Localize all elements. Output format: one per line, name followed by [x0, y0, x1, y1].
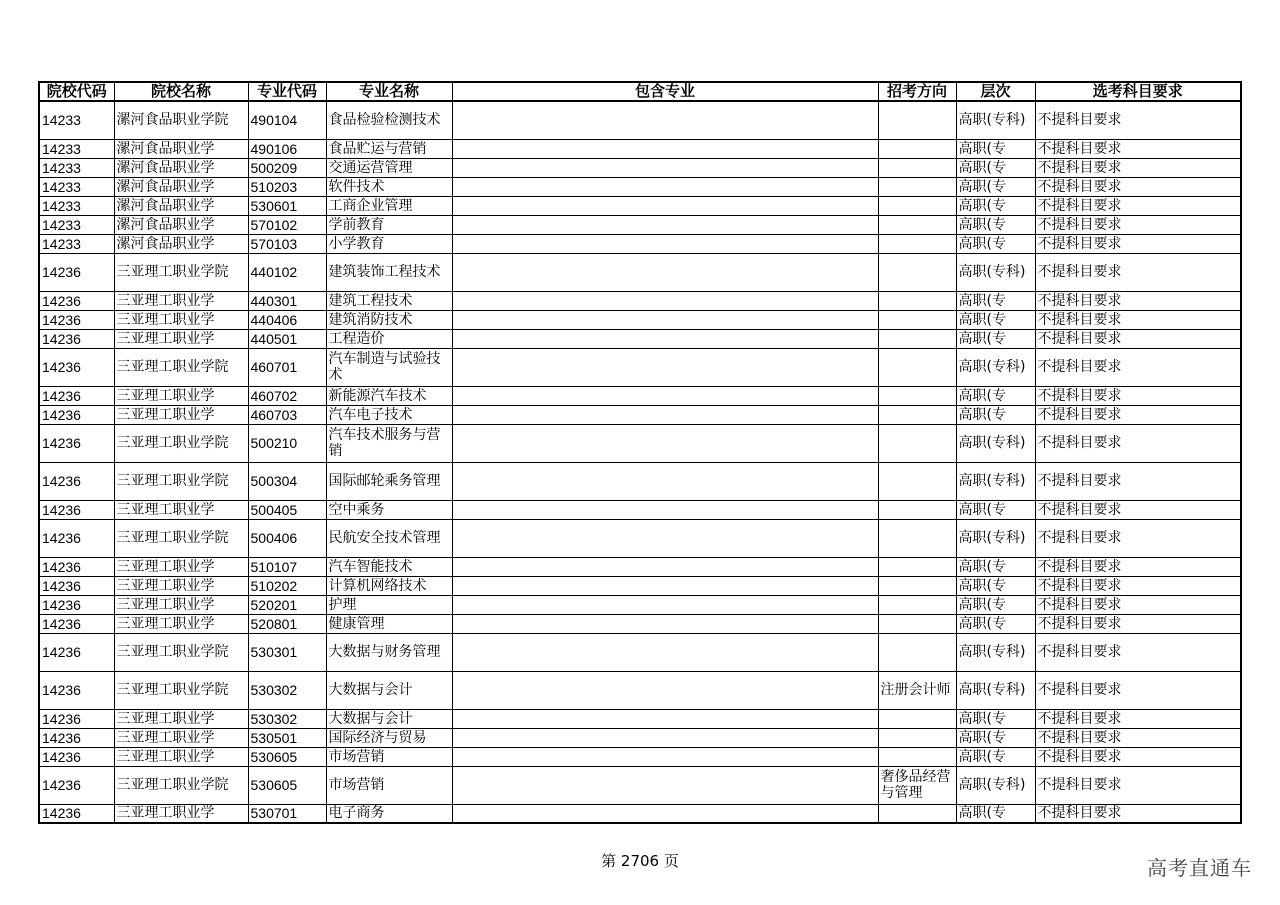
table-row — [39, 671, 1241, 709]
school-name-cell: 三亚理工职业学院 — [114, 766, 248, 804]
school-code-cell: 14233 — [39, 196, 114, 215]
school-code-cell: 14236 — [39, 310, 114, 329]
subject-requirement-cell: 不提科目要求 — [1035, 101, 1241, 139]
school-name-cell: 三亚理工职业学院 — [114, 462, 248, 500]
table-row — [39, 215, 1241, 234]
school-name-cell: 漯河食品职业学院 — [114, 101, 248, 139]
direction-cell — [878, 196, 956, 215]
major-name-cell: 工程造价 — [326, 329, 452, 348]
included-majors-cell — [452, 139, 878, 158]
level-cell: 高职(专科) — [956, 253, 1035, 291]
level-cell: 高职(专科) — [956, 519, 1035, 557]
direction-cell — [878, 234, 956, 253]
direction-cell — [878, 329, 956, 348]
subject-requirement-cell: 不提科目要求 — [1035, 766, 1241, 804]
level-header: 层次 — [956, 82, 1035, 101]
school-code-cell: 14236 — [39, 576, 114, 595]
included-majors-cell — [452, 405, 878, 424]
school-code-cell: 14236 — [39, 633, 114, 671]
major-name-cell: 护理 — [326, 595, 452, 614]
school-name-cell: 三亚理工职业学 — [114, 709, 248, 728]
major-name-header: 专业名称 — [326, 82, 452, 101]
major-code-cell: 500406 — [248, 519, 326, 557]
subject-requirement-cell: 不提科目要求 — [1035, 728, 1241, 747]
level-cell: 高职(专 — [956, 709, 1035, 728]
school-code-cell: 14236 — [39, 519, 114, 557]
school-code-cell: 14236 — [39, 291, 114, 310]
subject-requirement-cell: 不提科目要求 — [1035, 234, 1241, 253]
major-code-cell: 440301 — [248, 291, 326, 310]
major-code-cell: 500405 — [248, 500, 326, 519]
included-majors-cell — [452, 709, 878, 728]
direction-cell — [878, 215, 956, 234]
school-code-cell: 14236 — [39, 804, 114, 823]
major-code-cell: 530301 — [248, 633, 326, 671]
table-row — [39, 405, 1241, 424]
school-name-cell: 三亚理工职业学 — [114, 386, 248, 405]
school-name-cell: 三亚理工职业学 — [114, 329, 248, 348]
level-cell: 高职(专 — [956, 405, 1035, 424]
school-code-cell: 14236 — [39, 709, 114, 728]
subject-requirement-cell: 不提科目要求 — [1035, 633, 1241, 671]
direction-cell — [878, 177, 956, 196]
major-name-cell: 电子商务 — [326, 804, 452, 823]
school-name-cell: 三亚理工职业学 — [114, 291, 248, 310]
major-name-cell: 汽车电子技术 — [326, 405, 452, 424]
table-row — [39, 500, 1241, 519]
major-name-cell: 新能源汽车技术 — [326, 386, 452, 405]
direction-cell: 注册会计师 — [878, 671, 956, 709]
included-majors-header: 包含专业 — [452, 82, 878, 101]
major-name-cell: 交通运营管理 — [326, 158, 452, 177]
school-name-cell: 漯河食品职业学 — [114, 177, 248, 196]
included-majors-cell — [452, 234, 878, 253]
school-code-cell: 14233 — [39, 101, 114, 139]
major-name-cell: 市场营销 — [326, 766, 452, 804]
table-row — [39, 291, 1241, 310]
school-code-cell: 14236 — [39, 500, 114, 519]
subject-requirement-cell: 不提科目要求 — [1035, 557, 1241, 576]
direction-cell — [878, 253, 956, 291]
level-cell: 高职(专 — [956, 215, 1035, 234]
subject-requirement-cell: 不提科目要求 — [1035, 804, 1241, 823]
major-name-cell: 汽车智能技术 — [326, 557, 452, 576]
major-code-cell: 570102 — [248, 215, 326, 234]
school-name-cell: 三亚理工职业学院 — [114, 519, 248, 557]
school-name-cell: 三亚理工职业学院 — [114, 671, 248, 709]
subject-requirement-cell: 不提科目要求 — [1035, 215, 1241, 234]
included-majors-cell — [452, 101, 878, 139]
school-name-cell: 三亚理工职业学院 — [114, 348, 248, 386]
included-majors-cell — [452, 766, 878, 804]
admissions-table — [38, 81, 1242, 824]
major-code-cell: 460701 — [248, 348, 326, 386]
direction-cell — [878, 728, 956, 747]
school-name-cell: 漯河食品职业学 — [114, 215, 248, 234]
included-majors-cell — [452, 557, 878, 576]
major-code-cell: 520801 — [248, 614, 326, 633]
included-majors-cell — [452, 595, 878, 614]
major-name-cell: 大数据与会计 — [326, 709, 452, 728]
header-row — [39, 82, 1241, 101]
major-code-header: 专业代码 — [248, 82, 326, 101]
included-majors-cell — [452, 519, 878, 557]
table-row — [39, 614, 1241, 633]
major-code-cell: 500209 — [248, 158, 326, 177]
school-name-cell: 三亚理工职业学 — [114, 728, 248, 747]
subject-requirement-cell: 不提科目要求 — [1035, 500, 1241, 519]
table-row — [39, 329, 1241, 348]
major-name-cell: 建筑工程技术 — [326, 291, 452, 310]
major-name-cell: 汽车技术服务与营销 — [326, 424, 452, 462]
school-name-cell: 三亚理工职业学院 — [114, 424, 248, 462]
subject-requirement-header: 选考科目要求 — [1035, 82, 1241, 101]
direction-cell — [878, 614, 956, 633]
table-row — [39, 158, 1241, 177]
school-name-header: 院校名称 — [114, 82, 248, 101]
table-body — [39, 101, 1241, 823]
level-cell: 高职(专科) — [956, 348, 1035, 386]
subject-requirement-cell: 不提科目要求 — [1035, 196, 1241, 215]
major-code-cell: 460702 — [248, 386, 326, 405]
major-code-cell: 530302 — [248, 671, 326, 709]
subject-requirement-cell: 不提科目要求 — [1035, 747, 1241, 766]
major-code-cell: 530605 — [248, 747, 326, 766]
direction-cell — [878, 101, 956, 139]
table-row — [39, 101, 1241, 139]
subject-requirement-cell: 不提科目要求 — [1035, 291, 1241, 310]
subject-requirement-cell: 不提科目要求 — [1035, 405, 1241, 424]
included-majors-cell — [452, 747, 878, 766]
subject-requirement-cell: 不提科目要求 — [1035, 462, 1241, 500]
table-row — [39, 310, 1241, 329]
major-code-cell: 460703 — [248, 405, 326, 424]
major-name-cell: 食品检验检测技术 — [326, 101, 452, 139]
subject-requirement-cell: 不提科目要求 — [1035, 329, 1241, 348]
direction-cell — [878, 158, 956, 177]
subject-requirement-cell: 不提科目要求 — [1035, 424, 1241, 462]
subject-requirement-cell: 不提科目要求 — [1035, 386, 1241, 405]
major-code-cell: 530501 — [248, 728, 326, 747]
school-code-cell: 14236 — [39, 557, 114, 576]
school-code-header: 院校代码 — [39, 82, 114, 101]
school-code-cell: 14236 — [39, 253, 114, 291]
direction-cell — [878, 576, 956, 595]
included-majors-cell — [452, 728, 878, 747]
major-name-cell: 大数据与会计 — [326, 671, 452, 709]
level-cell: 高职(专 — [956, 747, 1035, 766]
major-name-cell: 建筑装饰工程技术 — [326, 253, 452, 291]
table-row — [39, 633, 1241, 671]
level-cell: 高职(专科) — [956, 101, 1035, 139]
school-code-cell: 14233 — [39, 139, 114, 158]
table-row — [39, 253, 1241, 291]
subject-requirement-cell: 不提科目要求 — [1035, 158, 1241, 177]
major-code-cell: 500210 — [248, 424, 326, 462]
school-code-cell: 14236 — [39, 348, 114, 386]
level-cell: 高职(专科) — [956, 671, 1035, 709]
major-name-cell: 大数据与财务管理 — [326, 633, 452, 671]
direction-cell: 奢侈品经营与管理 — [878, 766, 956, 804]
school-code-cell: 14233 — [39, 158, 114, 177]
included-majors-cell — [452, 804, 878, 823]
major-name-cell: 国际邮轮乘务管理 — [326, 462, 452, 500]
subject-requirement-cell: 不提科目要求 — [1035, 671, 1241, 709]
level-cell: 高职(专 — [956, 500, 1035, 519]
level-cell: 高职(专 — [956, 291, 1035, 310]
school-name-cell: 三亚理工职业学 — [114, 595, 248, 614]
included-majors-cell — [452, 614, 878, 633]
major-name-cell: 空中乘务 — [326, 500, 452, 519]
included-majors-cell — [452, 386, 878, 405]
included-majors-cell — [452, 329, 878, 348]
direction-cell — [878, 709, 956, 728]
level-cell: 高职(专 — [956, 576, 1035, 595]
page-number: 第 2706 页 — [601, 852, 679, 870]
table-row — [39, 386, 1241, 405]
major-code-cell: 510107 — [248, 557, 326, 576]
table-row — [39, 462, 1241, 500]
subject-requirement-cell: 不提科目要求 — [1035, 709, 1241, 728]
table-row — [39, 709, 1241, 728]
level-cell: 高职(专 — [956, 310, 1035, 329]
direction-cell — [878, 519, 956, 557]
school-code-cell: 14236 — [39, 614, 114, 633]
level-cell: 高职(专 — [956, 196, 1035, 215]
major-name-cell: 汽车制造与试验技术 — [326, 348, 452, 386]
school-name-cell: 三亚理工职业学院 — [114, 253, 248, 291]
major-code-cell: 510203 — [248, 177, 326, 196]
included-majors-cell — [452, 633, 878, 671]
table-row — [39, 557, 1241, 576]
major-code-cell: 570103 — [248, 234, 326, 253]
school-name-cell: 三亚理工职业学 — [114, 614, 248, 633]
school-code-cell: 14236 — [39, 747, 114, 766]
major-name-cell: 小学教育 — [326, 234, 452, 253]
major-name-cell: 民航安全技术管理 — [326, 519, 452, 557]
major-code-cell: 490104 — [248, 101, 326, 139]
level-cell: 高职(专 — [956, 728, 1035, 747]
watermark-logo: 高考直通车 — [1147, 856, 1252, 880]
level-cell: 高职(专 — [956, 595, 1035, 614]
included-majors-cell — [452, 424, 878, 462]
table-row — [39, 766, 1241, 804]
subject-requirement-cell: 不提科目要求 — [1035, 614, 1241, 633]
major-name-cell: 食品贮运与营销 — [326, 139, 452, 158]
level-cell: 高职(专 — [956, 158, 1035, 177]
school-name-cell: 漯河食品职业学 — [114, 158, 248, 177]
table-row — [39, 576, 1241, 595]
school-code-cell: 14233 — [39, 177, 114, 196]
major-code-cell: 530701 — [248, 804, 326, 823]
table-row — [39, 424, 1241, 462]
school-name-cell: 三亚理工职业学 — [114, 405, 248, 424]
included-majors-cell — [452, 462, 878, 500]
direction-cell — [878, 633, 956, 671]
table-row — [39, 348, 1241, 386]
table-row — [39, 804, 1241, 823]
included-majors-cell — [452, 291, 878, 310]
major-code-cell: 440102 — [248, 253, 326, 291]
table-row — [39, 139, 1241, 158]
included-majors-cell — [452, 215, 878, 234]
included-majors-cell — [452, 158, 878, 177]
level-cell: 高职(专 — [956, 804, 1035, 823]
level-cell: 高职(专科) — [956, 424, 1035, 462]
direction-cell — [878, 348, 956, 386]
table-header — [39, 82, 1241, 101]
subject-requirement-cell: 不提科目要求 — [1035, 595, 1241, 614]
level-cell: 高职(专 — [956, 386, 1035, 405]
major-code-cell: 520201 — [248, 595, 326, 614]
school-name-cell: 三亚理工职业学 — [114, 310, 248, 329]
major-name-cell: 建筑消防技术 — [326, 310, 452, 329]
included-majors-cell — [452, 196, 878, 215]
subject-requirement-cell: 不提科目要求 — [1035, 253, 1241, 291]
direction-cell — [878, 291, 956, 310]
major-name-cell: 计算机网络技术 — [326, 576, 452, 595]
school-name-cell: 三亚理工职业学 — [114, 576, 248, 595]
direction-cell — [878, 405, 956, 424]
level-cell: 高职(专科) — [956, 633, 1035, 671]
included-majors-cell — [452, 310, 878, 329]
included-majors-cell — [452, 253, 878, 291]
included-majors-cell — [452, 348, 878, 386]
table-row — [39, 728, 1241, 747]
school-code-cell: 14236 — [39, 766, 114, 804]
direction-cell — [878, 310, 956, 329]
major-name-cell: 工商企业管理 — [326, 196, 452, 215]
school-name-cell: 三亚理工职业学 — [114, 747, 248, 766]
level-cell: 高职(专 — [956, 557, 1035, 576]
major-name-cell: 学前教育 — [326, 215, 452, 234]
direction-cell — [878, 747, 956, 766]
subject-requirement-cell: 不提科目要求 — [1035, 177, 1241, 196]
school-code-cell: 14236 — [39, 424, 114, 462]
school-code-cell: 14236 — [39, 329, 114, 348]
school-code-cell: 14233 — [39, 234, 114, 253]
school-code-cell: 14236 — [39, 595, 114, 614]
major-code-cell: 490106 — [248, 139, 326, 158]
direction-cell — [878, 557, 956, 576]
direction-cell — [878, 500, 956, 519]
major-code-cell: 500304 — [248, 462, 326, 500]
school-name-cell: 三亚理工职业学 — [114, 557, 248, 576]
major-code-cell: 530302 — [248, 709, 326, 728]
major-name-cell: 软件技术 — [326, 177, 452, 196]
major-code-cell: 440501 — [248, 329, 326, 348]
major-name-cell: 国际经济与贸易 — [326, 728, 452, 747]
school-name-cell: 漯河食品职业学 — [114, 139, 248, 158]
table-row — [39, 234, 1241, 253]
included-majors-cell — [452, 671, 878, 709]
table-row — [39, 519, 1241, 557]
subject-requirement-cell: 不提科目要求 — [1035, 348, 1241, 386]
included-majors-cell — [452, 576, 878, 595]
major-code-cell: 530601 — [248, 196, 326, 215]
school-name-cell: 漯河食品职业学 — [114, 196, 248, 215]
school-name-cell: 三亚理工职业学 — [114, 500, 248, 519]
level-cell: 高职(专科) — [956, 766, 1035, 804]
subject-requirement-cell: 不提科目要求 — [1035, 576, 1241, 595]
level-cell: 高职(专 — [956, 177, 1035, 196]
school-code-cell: 14236 — [39, 386, 114, 405]
table-row — [39, 595, 1241, 614]
subject-requirement-cell: 不提科目要求 — [1035, 139, 1241, 158]
major-code-cell: 510202 — [248, 576, 326, 595]
major-code-cell: 440406 — [248, 310, 326, 329]
school-code-cell: 14236 — [39, 671, 114, 709]
major-code-cell: 530605 — [248, 766, 326, 804]
school-code-cell: 14236 — [39, 462, 114, 500]
direction-cell — [878, 139, 956, 158]
school-code-cell: 14233 — [39, 215, 114, 234]
table-row — [39, 747, 1241, 766]
level-cell: 高职(专 — [956, 139, 1035, 158]
level-cell: 高职(专 — [956, 614, 1035, 633]
table-row — [39, 177, 1241, 196]
table-row — [39, 196, 1241, 215]
school-code-cell: 14236 — [39, 405, 114, 424]
level-cell: 高职(专 — [956, 234, 1035, 253]
subject-requirement-cell: 不提科目要求 — [1035, 519, 1241, 557]
major-name-cell: 健康管理 — [326, 614, 452, 633]
direction-header: 招考方向 — [878, 82, 956, 101]
direction-cell — [878, 595, 956, 614]
school-name-cell: 三亚理工职业学 — [114, 804, 248, 823]
major-name-cell: 市场营销 — [326, 747, 452, 766]
direction-cell — [878, 462, 956, 500]
school-name-cell: 漯河食品职业学 — [114, 234, 248, 253]
direction-cell — [878, 424, 956, 462]
school-name-cell: 三亚理工职业学院 — [114, 633, 248, 671]
included-majors-cell — [452, 500, 878, 519]
direction-cell — [878, 804, 956, 823]
level-cell: 高职(专科) — [956, 462, 1035, 500]
level-cell: 高职(专 — [956, 329, 1035, 348]
direction-cell — [878, 386, 956, 405]
subject-requirement-cell: 不提科目要求 — [1035, 310, 1241, 329]
included-majors-cell — [452, 177, 878, 196]
school-code-cell: 14236 — [39, 728, 114, 747]
